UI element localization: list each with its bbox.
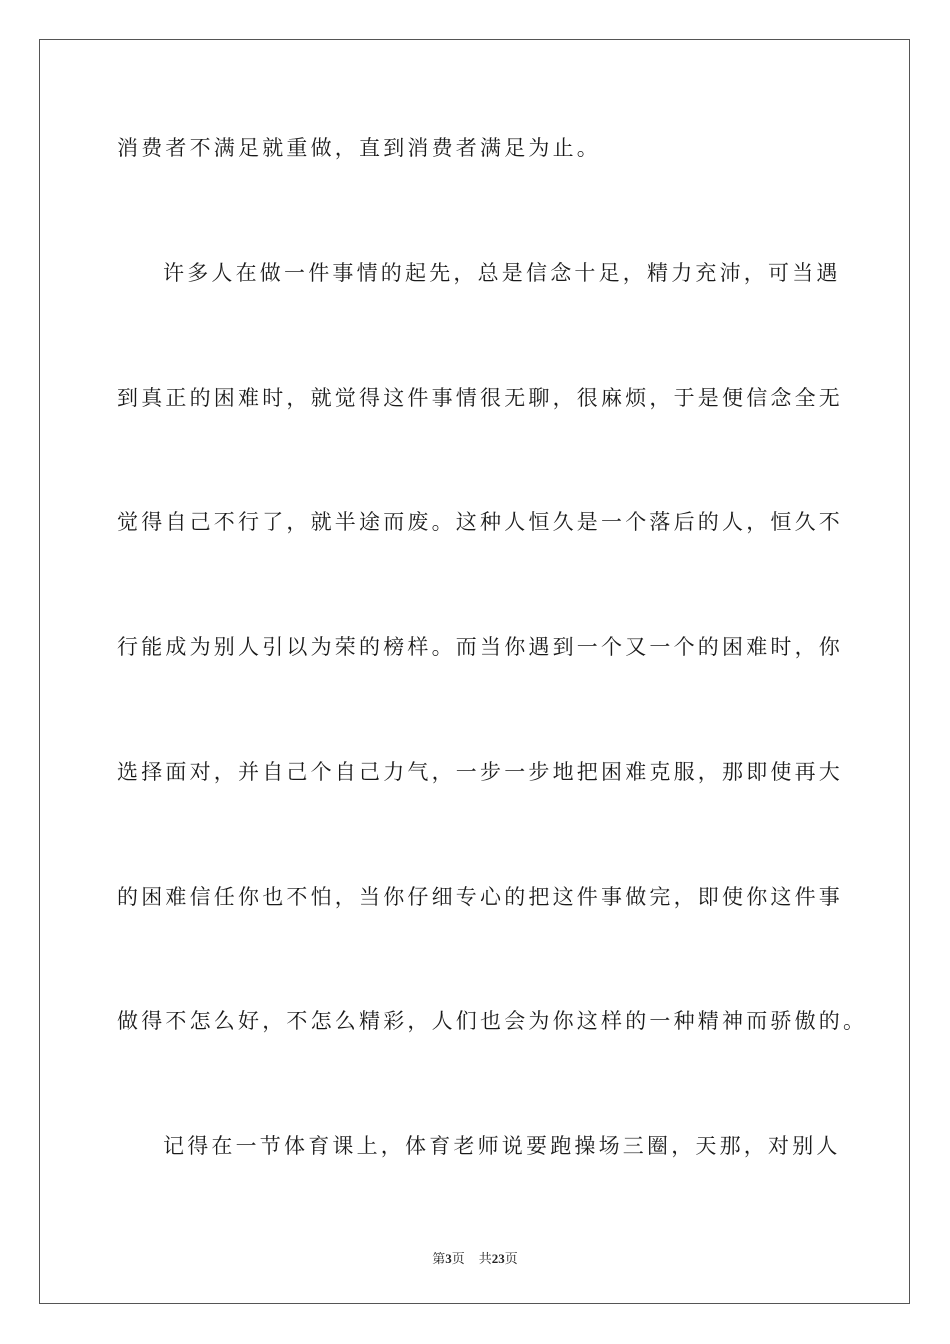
- text-line-8: 做得不怎么好，不怎么精彩，人们也会为你这样的一种精神而骄傲的。: [117, 1009, 868, 1033]
- total-suffix: 页: [504, 1251, 518, 1266]
- total-pages: 23: [491, 1251, 505, 1266]
- text-line-9: 记得在一节体育课上，体育老师说要跑操场三圈，天那，对别人: [163, 1134, 841, 1158]
- text-line-7: 的困难信任你也不怕，当你仔细专心的把这件事做完，即使你这件事: [117, 885, 843, 909]
- text-line-6: 选择面对，并自己个自己力气，一步一步地把困难克服，那即使再大: [117, 760, 843, 784]
- text-line-4: 觉得自己不行了，就半途而废。这种人恒久是一个落后的人，恒久不: [117, 510, 843, 534]
- page-border: [39, 39, 910, 1304]
- page-suffix: 页: [451, 1251, 465, 1266]
- text-line-2: 许多人在做一件事情的起先，总是信念十足，精力充沛，可当遇: [163, 261, 841, 285]
- page-number: 3: [445, 1251, 452, 1266]
- page-footer: [0, 1248, 950, 1267]
- total-prefix: 共: [478, 1251, 492, 1266]
- text-line-3: 到真正的困难时，就觉得这件事情很无聊，很麻烦，于是便信念全无: [117, 386, 843, 410]
- text-line-5: 行能成为别人引以为荣的榜样。而当你遇到一个又一个的困难时，你: [117, 635, 843, 659]
- page-prefix: 第: [432, 1251, 446, 1266]
- text-line-1: 消费者不满足就重做，直到消费者满足为止。: [117, 136, 601, 160]
